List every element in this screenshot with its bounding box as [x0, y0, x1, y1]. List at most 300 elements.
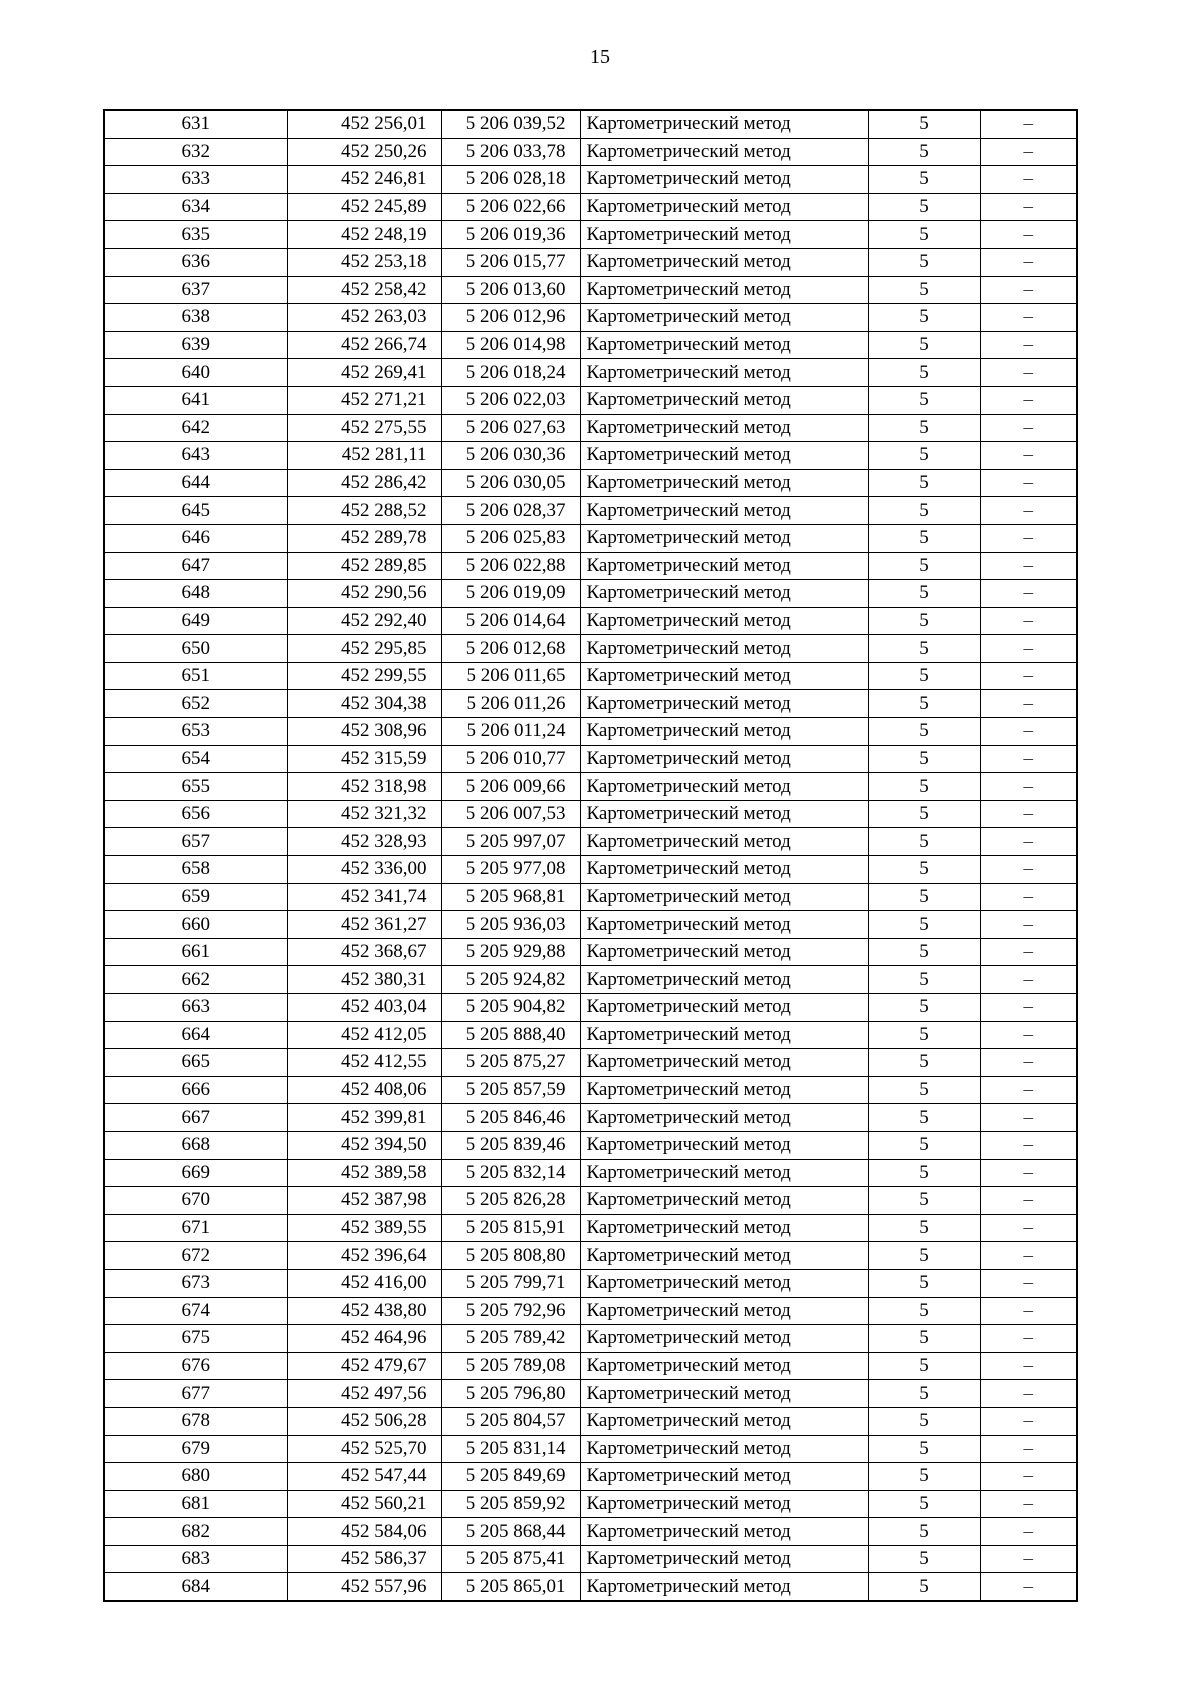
point-number-cell: 648	[104, 580, 287, 608]
table-row	[104, 1380, 1077, 1408]
table-row	[104, 1242, 1077, 1270]
table-row	[104, 1187, 1077, 1215]
table-row	[104, 1325, 1077, 1353]
description-cell: –	[980, 497, 1077, 525]
y-coordinate-cell: 5 206 030,05	[441, 469, 580, 497]
method-cell: Картометрический метод	[580, 1463, 868, 1491]
description-cell: –	[980, 800, 1077, 828]
accuracy-cell: 5	[868, 110, 980, 138]
accuracy-cell: 5	[868, 1242, 980, 1270]
accuracy-cell: 5	[868, 552, 980, 580]
accuracy-cell: 5	[868, 1214, 980, 1242]
description-cell: –	[980, 469, 1077, 497]
x-coordinate-cell: 452 412,55	[287, 1049, 441, 1077]
accuracy-cell: 5	[868, 166, 980, 194]
description-cell: –	[980, 1463, 1077, 1491]
table-row	[104, 828, 1077, 856]
point-number-cell: 679	[104, 1435, 287, 1463]
point-number-cell: 674	[104, 1297, 287, 1325]
y-coordinate-cell: 5 205 796,80	[441, 1380, 580, 1408]
description-cell: –	[980, 938, 1077, 966]
point-number-cell: 663	[104, 994, 287, 1022]
table-row	[104, 1021, 1077, 1049]
method-cell: Картометрический метод	[580, 1518, 868, 1546]
y-coordinate-cell: 5 205 808,80	[441, 1242, 580, 1270]
x-coordinate-cell: 452 258,42	[287, 276, 441, 304]
accuracy-cell: 5	[868, 1297, 980, 1325]
y-coordinate-cell: 5 205 831,14	[441, 1435, 580, 1463]
x-coordinate-cell: 452 275,55	[287, 414, 441, 442]
table-row	[104, 1049, 1077, 1077]
description-cell: –	[980, 911, 1077, 939]
y-coordinate-cell: 5 206 012,68	[441, 635, 580, 663]
table-row	[104, 800, 1077, 828]
description-cell: –	[980, 1049, 1077, 1077]
method-cell: Картометрический метод	[580, 773, 868, 801]
description-cell: –	[980, 1297, 1077, 1325]
method-cell: Картометрический метод	[580, 386, 868, 414]
point-number-cell: 649	[104, 607, 287, 635]
x-coordinate-cell: 452 289,85	[287, 552, 441, 580]
method-cell: Картометрический метод	[580, 442, 868, 470]
method-cell: Картометрический метод	[580, 276, 868, 304]
method-cell: Картометрический метод	[580, 1131, 868, 1159]
x-coordinate-cell: 452 361,27	[287, 911, 441, 939]
accuracy-cell: 5	[868, 1407, 980, 1435]
point-number-cell: 643	[104, 442, 287, 470]
x-coordinate-cell: 452 438,80	[287, 1297, 441, 1325]
point-number-cell: 659	[104, 883, 287, 911]
point-number-cell: 662	[104, 966, 287, 994]
table-row	[104, 911, 1077, 939]
table-row	[104, 1104, 1077, 1132]
point-number-cell: 670	[104, 1187, 287, 1215]
x-coordinate-cell: 452 394,50	[287, 1131, 441, 1159]
accuracy-cell: 5	[868, 497, 980, 525]
table-row	[104, 773, 1077, 801]
point-number-cell: 678	[104, 1407, 287, 1435]
accuracy-cell: 5	[868, 1104, 980, 1132]
description-cell: –	[980, 110, 1077, 138]
point-number-cell: 652	[104, 690, 287, 718]
y-coordinate-cell: 5 206 033,78	[441, 138, 580, 166]
accuracy-cell: 5	[868, 138, 980, 166]
description-cell: –	[980, 221, 1077, 249]
x-coordinate-cell: 452 416,00	[287, 1269, 441, 1297]
point-number-cell: 637	[104, 276, 287, 304]
method-cell: Картометрический метод	[580, 248, 868, 276]
point-number-cell: 664	[104, 1021, 287, 1049]
method-cell: Картометрический метод	[580, 1297, 868, 1325]
table-row	[104, 497, 1077, 525]
coordinates-table-body	[104, 110, 1077, 1601]
accuracy-cell: 5	[868, 193, 980, 221]
point-number-cell: 671	[104, 1214, 287, 1242]
method-cell: Картометрический метод	[580, 800, 868, 828]
point-number-cell: 673	[104, 1269, 287, 1297]
accuracy-cell: 5	[868, 690, 980, 718]
method-cell: Картометрический метод	[580, 138, 868, 166]
accuracy-cell: 5	[868, 1380, 980, 1408]
point-number-cell: 666	[104, 1076, 287, 1104]
point-number-cell: 683	[104, 1545, 287, 1573]
table-row	[104, 1076, 1077, 1104]
accuracy-cell: 5	[868, 1159, 980, 1187]
method-cell: Картометрический метод	[580, 994, 868, 1022]
y-coordinate-cell: 5 206 022,66	[441, 193, 580, 221]
accuracy-cell: 5	[868, 1049, 980, 1077]
accuracy-cell: 5	[868, 442, 980, 470]
table-row	[104, 1573, 1077, 1601]
accuracy-cell: 5	[868, 1490, 980, 1518]
x-coordinate-cell: 452 256,01	[287, 110, 441, 138]
point-number-cell: 668	[104, 1131, 287, 1159]
y-coordinate-cell: 5 205 846,46	[441, 1104, 580, 1132]
method-cell: Картометрический метод	[580, 1104, 868, 1132]
point-number-cell: 677	[104, 1380, 287, 1408]
y-coordinate-cell: 5 205 888,40	[441, 1021, 580, 1049]
method-cell: Картометрический метод	[580, 718, 868, 746]
point-number-cell: 682	[104, 1518, 287, 1546]
point-number-cell: 633	[104, 166, 287, 194]
description-cell: –	[980, 966, 1077, 994]
x-coordinate-cell: 452 399,81	[287, 1104, 441, 1132]
accuracy-cell: 5	[868, 580, 980, 608]
x-coordinate-cell: 452 368,67	[287, 938, 441, 966]
x-coordinate-cell: 452 304,38	[287, 690, 441, 718]
x-coordinate-cell: 452 321,32	[287, 800, 441, 828]
table-row	[104, 1131, 1077, 1159]
y-coordinate-cell: 5 206 007,53	[441, 800, 580, 828]
table-row	[104, 386, 1077, 414]
accuracy-cell: 5	[868, 1269, 980, 1297]
description-cell: –	[980, 1573, 1077, 1601]
table-row	[104, 745, 1077, 773]
x-coordinate-cell: 452 245,89	[287, 193, 441, 221]
table-row	[104, 1518, 1077, 1546]
table-row	[104, 1297, 1077, 1325]
y-coordinate-cell: 5 206 011,24	[441, 718, 580, 746]
y-coordinate-cell: 5 206 012,96	[441, 304, 580, 332]
method-cell: Картометрический метод	[580, 552, 868, 580]
y-coordinate-cell: 5 205 799,71	[441, 1269, 580, 1297]
accuracy-cell: 5	[868, 1076, 980, 1104]
y-coordinate-cell: 5 205 804,57	[441, 1407, 580, 1435]
description-cell: –	[980, 248, 1077, 276]
table-row	[104, 248, 1077, 276]
method-cell: Картометрический метод	[580, 745, 868, 773]
method-cell: Картометрический метод	[580, 1435, 868, 1463]
x-coordinate-cell: 452 525,70	[287, 1435, 441, 1463]
description-cell: –	[980, 166, 1077, 194]
point-number-cell: 681	[104, 1490, 287, 1518]
table-row	[104, 1463, 1077, 1491]
description-cell: –	[980, 359, 1077, 387]
point-number-cell: 676	[104, 1352, 287, 1380]
table-row	[104, 938, 1077, 966]
method-cell: Картометрический метод	[580, 304, 868, 332]
description-cell: –	[980, 1545, 1077, 1573]
method-cell: Картометрический метод	[580, 580, 868, 608]
method-cell: Картометрический метод	[580, 607, 868, 635]
y-coordinate-cell: 5 206 028,18	[441, 166, 580, 194]
method-cell: Картометрический метод	[580, 1490, 868, 1518]
method-cell: Картометрический метод	[580, 1049, 868, 1077]
y-coordinate-cell: 5 206 009,66	[441, 773, 580, 801]
y-coordinate-cell: 5 205 849,69	[441, 1463, 580, 1491]
y-coordinate-cell: 5 205 789,42	[441, 1325, 580, 1353]
y-coordinate-cell: 5 206 018,24	[441, 359, 580, 387]
table-row	[104, 110, 1077, 138]
method-cell: Картометрический метод	[580, 635, 868, 663]
table-row	[104, 1407, 1077, 1435]
coordinates-table	[103, 109, 1078, 1602]
table-row	[104, 662, 1077, 690]
accuracy-cell: 5	[868, 1573, 980, 1601]
point-number-cell: 684	[104, 1573, 287, 1601]
description-cell: –	[980, 773, 1077, 801]
y-coordinate-cell: 5 206 019,36	[441, 221, 580, 249]
accuracy-cell: 5	[868, 331, 980, 359]
method-cell: Картометрический метод	[580, 1407, 868, 1435]
description-cell: –	[980, 1407, 1077, 1435]
table-row	[104, 166, 1077, 194]
point-number-cell: 656	[104, 800, 287, 828]
point-number-cell: 660	[104, 911, 287, 939]
accuracy-cell: 5	[868, 911, 980, 939]
method-cell: Картометрический метод	[580, 110, 868, 138]
y-coordinate-cell: 5 205 929,88	[441, 938, 580, 966]
point-number-cell: 634	[104, 193, 287, 221]
point-number-cell: 631	[104, 110, 287, 138]
y-coordinate-cell: 5 206 028,37	[441, 497, 580, 525]
accuracy-cell: 5	[868, 1463, 980, 1491]
table-row	[104, 856, 1077, 884]
table-row	[104, 1159, 1077, 1187]
description-cell: –	[980, 580, 1077, 608]
x-coordinate-cell: 452 318,98	[287, 773, 441, 801]
description-cell: –	[980, 1490, 1077, 1518]
table-row	[104, 607, 1077, 635]
y-coordinate-cell: 5 205 789,08	[441, 1352, 580, 1380]
point-number-cell: 632	[104, 138, 287, 166]
method-cell: Картометрический метод	[580, 1076, 868, 1104]
method-cell: Картометрический метод	[580, 883, 868, 911]
accuracy-cell: 5	[868, 1545, 980, 1573]
point-number-cell: 640	[104, 359, 287, 387]
table-row	[104, 138, 1077, 166]
y-coordinate-cell: 5 206 014,98	[441, 331, 580, 359]
table-row	[104, 1435, 1077, 1463]
point-number-cell: 651	[104, 662, 287, 690]
x-coordinate-cell: 452 253,18	[287, 248, 441, 276]
x-coordinate-cell: 452 281,11	[287, 442, 441, 470]
method-cell: Картометрический метод	[580, 1214, 868, 1242]
y-coordinate-cell: 5 205 904,82	[441, 994, 580, 1022]
method-cell: Картометрический метод	[580, 414, 868, 442]
x-coordinate-cell: 452 389,55	[287, 1214, 441, 1242]
description-cell: –	[980, 414, 1077, 442]
method-cell: Картометрический метод	[580, 1021, 868, 1049]
method-cell: Картометрический метод	[580, 359, 868, 387]
method-cell: Картометрический метод	[580, 828, 868, 856]
accuracy-cell: 5	[868, 773, 980, 801]
accuracy-cell: 5	[868, 524, 980, 552]
accuracy-cell: 5	[868, 1187, 980, 1215]
description-cell: –	[980, 304, 1077, 332]
accuracy-cell: 5	[868, 856, 980, 884]
accuracy-cell: 5	[868, 1352, 980, 1380]
point-number-cell: 675	[104, 1325, 287, 1353]
y-coordinate-cell: 5 205 826,28	[441, 1187, 580, 1215]
table-row	[104, 524, 1077, 552]
method-cell: Картометрический метод	[580, 497, 868, 525]
description-cell: –	[980, 994, 1077, 1022]
point-number-cell: 639	[104, 331, 287, 359]
accuracy-cell: 5	[868, 966, 980, 994]
description-cell: –	[980, 1352, 1077, 1380]
point-number-cell: 636	[104, 248, 287, 276]
description-cell: –	[980, 856, 1077, 884]
method-cell: Картометрический метод	[580, 193, 868, 221]
y-coordinate-cell: 5 206 022,03	[441, 386, 580, 414]
point-number-cell: 641	[104, 386, 287, 414]
method-cell: Картометрический метод	[580, 166, 868, 194]
description-cell: –	[980, 1131, 1077, 1159]
x-coordinate-cell: 452 288,52	[287, 497, 441, 525]
method-cell: Картометрический метод	[580, 221, 868, 249]
table-row	[104, 1214, 1077, 1242]
table-row	[104, 718, 1077, 746]
y-coordinate-cell: 5 206 030,36	[441, 442, 580, 470]
table-row	[104, 304, 1077, 332]
method-cell: Картометрический метод	[580, 1573, 868, 1601]
method-cell: Картометрический метод	[580, 690, 868, 718]
description-cell: –	[980, 1104, 1077, 1132]
y-coordinate-cell: 5 205 875,41	[441, 1545, 580, 1573]
description-cell: –	[980, 635, 1077, 663]
accuracy-cell: 5	[868, 1131, 980, 1159]
point-number-cell: 638	[104, 304, 287, 332]
x-coordinate-cell: 452 295,85	[287, 635, 441, 663]
table-row	[104, 1352, 1077, 1380]
x-coordinate-cell: 452 328,93	[287, 828, 441, 856]
x-coordinate-cell: 452 292,40	[287, 607, 441, 635]
method-cell: Картометрический метод	[580, 1325, 868, 1353]
x-coordinate-cell: 452 506,28	[287, 1407, 441, 1435]
page-number: 15	[590, 46, 610, 68]
x-coordinate-cell: 452 584,06	[287, 1518, 441, 1546]
table-row	[104, 966, 1077, 994]
table-row	[104, 414, 1077, 442]
description-cell: –	[980, 662, 1077, 690]
point-number-cell: 657	[104, 828, 287, 856]
accuracy-cell: 5	[868, 469, 980, 497]
point-number-cell: 645	[104, 497, 287, 525]
x-coordinate-cell: 452 246,81	[287, 166, 441, 194]
y-coordinate-cell: 5 205 839,46	[441, 1131, 580, 1159]
x-coordinate-cell: 452 560,21	[287, 1490, 441, 1518]
method-cell: Картометрический метод	[580, 856, 868, 884]
y-coordinate-cell: 5 206 019,09	[441, 580, 580, 608]
accuracy-cell: 5	[868, 718, 980, 746]
point-number-cell: 647	[104, 552, 287, 580]
y-coordinate-cell: 5 205 857,59	[441, 1076, 580, 1104]
accuracy-cell: 5	[868, 1435, 980, 1463]
method-cell: Картометрический метод	[580, 1380, 868, 1408]
method-cell: Картометрический метод	[580, 1159, 868, 1187]
y-coordinate-cell: 5 205 832,14	[441, 1159, 580, 1187]
accuracy-cell: 5	[868, 1021, 980, 1049]
point-number-cell: 665	[104, 1049, 287, 1077]
point-number-cell: 680	[104, 1463, 287, 1491]
x-coordinate-cell: 452 408,06	[287, 1076, 441, 1104]
description-cell: –	[980, 1187, 1077, 1215]
method-cell: Картометрический метод	[580, 662, 868, 690]
x-coordinate-cell: 452 336,00	[287, 856, 441, 884]
point-number-cell: 669	[104, 1159, 287, 1187]
y-coordinate-cell: 5 205 792,96	[441, 1297, 580, 1325]
x-coordinate-cell: 452 479,67	[287, 1352, 441, 1380]
description-cell: –	[980, 718, 1077, 746]
point-number-cell: 654	[104, 745, 287, 773]
description-cell: –	[980, 524, 1077, 552]
x-coordinate-cell: 452 380,31	[287, 966, 441, 994]
y-coordinate-cell: 5 205 968,81	[441, 883, 580, 911]
point-number-cell: 661	[104, 938, 287, 966]
x-coordinate-cell: 452 308,96	[287, 718, 441, 746]
method-cell: Картометрический метод	[580, 469, 868, 497]
table-row	[104, 276, 1077, 304]
point-number-cell: 655	[104, 773, 287, 801]
description-cell: –	[980, 552, 1077, 580]
method-cell: Картометрический метод	[580, 911, 868, 939]
accuracy-cell: 5	[868, 745, 980, 773]
accuracy-cell: 5	[868, 662, 980, 690]
table-row	[104, 221, 1077, 249]
accuracy-cell: 5	[868, 828, 980, 856]
y-coordinate-cell: 5 206 011,65	[441, 662, 580, 690]
accuracy-cell: 5	[868, 276, 980, 304]
accuracy-cell: 5	[868, 221, 980, 249]
x-coordinate-cell: 452 289,78	[287, 524, 441, 552]
y-coordinate-cell: 5 206 039,52	[441, 110, 580, 138]
x-coordinate-cell: 452 547,44	[287, 1463, 441, 1491]
table-row	[104, 469, 1077, 497]
x-coordinate-cell: 452 341,74	[287, 883, 441, 911]
table-row	[104, 1269, 1077, 1297]
accuracy-cell: 5	[868, 938, 980, 966]
method-cell: Картометрический метод	[580, 331, 868, 359]
y-coordinate-cell: 5 205 875,27	[441, 1049, 580, 1077]
description-cell: –	[980, 1076, 1077, 1104]
y-coordinate-cell: 5 206 010,77	[441, 745, 580, 773]
accuracy-cell: 5	[868, 386, 980, 414]
accuracy-cell: 5	[868, 414, 980, 442]
point-number-cell: 635	[104, 221, 287, 249]
x-coordinate-cell: 452 403,04	[287, 994, 441, 1022]
x-coordinate-cell: 452 412,05	[287, 1021, 441, 1049]
description-cell: –	[980, 442, 1077, 470]
table-row	[104, 1490, 1077, 1518]
accuracy-cell: 5	[868, 304, 980, 332]
accuracy-cell: 5	[868, 607, 980, 635]
x-coordinate-cell: 452 271,21	[287, 386, 441, 414]
description-cell: –	[980, 745, 1077, 773]
description-cell: –	[980, 331, 1077, 359]
accuracy-cell: 5	[868, 1325, 980, 1353]
table-row	[104, 359, 1077, 387]
